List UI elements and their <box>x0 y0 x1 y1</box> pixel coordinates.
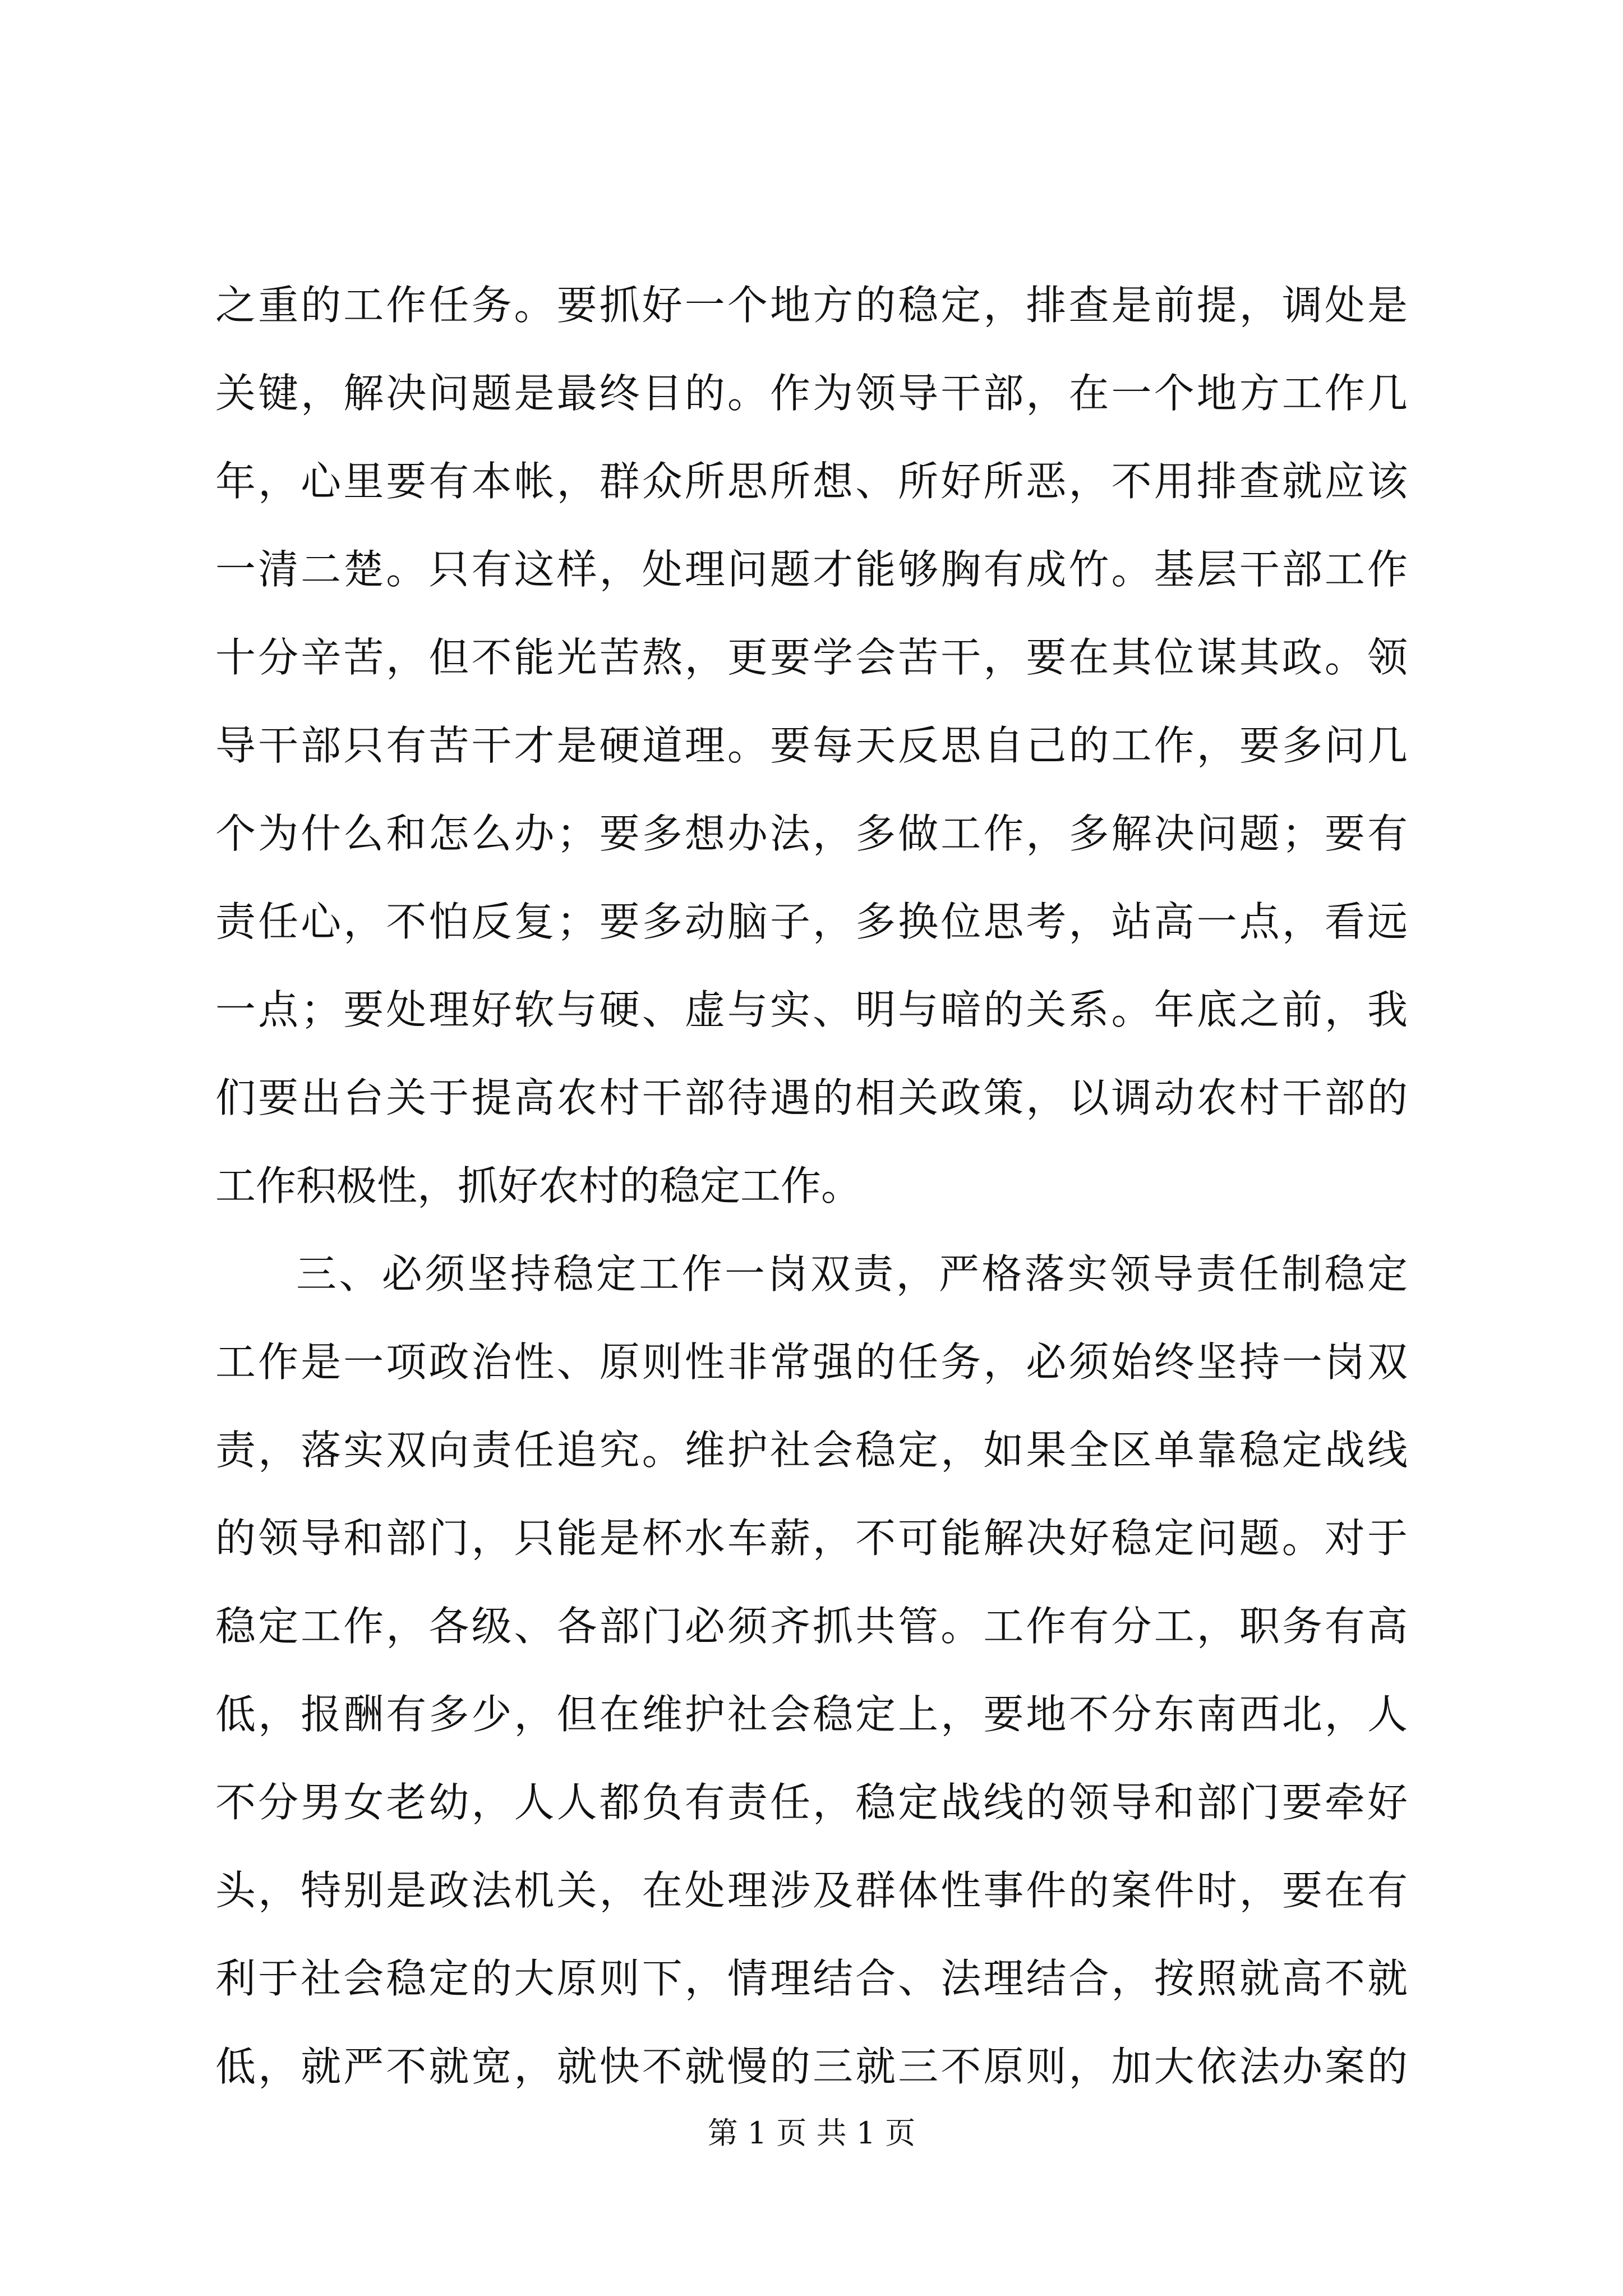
text-line-20: 利于社会稳定的大原则下，情理结合、法理结合，按照就高不就 <box>215 1955 1408 2002</box>
text-line-18: 不分男女老幼，人人都负有责任，稳定战线的领导和部门要牵好 <box>215 1779 1408 1826</box>
body-text <box>215 261 1408 2111</box>
text-line-3: 年，心里要有本帐，群众所思所想、所好所恶，不用排查就应该 <box>215 458 1408 505</box>
page-number-label: 第 1 页 共 1 页 <box>707 2115 916 2151</box>
text-line-8: 责任心，不怕反复；要多动脑子，多换位思考，站高一点，看远 <box>215 898 1408 945</box>
text-line-15: 的领导和部门，只能是杯水车薪，不可能解决好稳定问题。对于 <box>215 1515 1408 1562</box>
text-line-1: 之重的工作任务。要抓好一个地方的稳定，排查是前提，调处是 <box>215 282 1408 329</box>
text-line-5: 十分辛苦，但不能光苦熬，更要学会苦干，要在其位谋其政。领 <box>215 634 1408 681</box>
text-line-7: 个为什么和怎么办；要多想办法，多做工作，多解决问题；要有 <box>215 810 1408 857</box>
text-line-19: 头，特别是政法机关，在处理涉及群体性事件的案件时，要在有 <box>215 1867 1408 1914</box>
text-line-21: 低，就严不就宽，就快不就慢的三就三不原则，加大依法办案的 <box>215 2043 1408 2090</box>
page-footer <box>0 2114 1623 2153</box>
text-line-13: 工作是一项政治性、原则性非常强的任务，必须始终坚持一岗双 <box>215 1338 1408 1386</box>
text-line-11: 工作积极性，抓好农村的稳定工作。 <box>215 1162 862 1209</box>
section-heading-line: 三、必须坚持稳定工作一岗双责，严格落实领导责任制稳定 <box>296 1250 1408 1297</box>
text-line-2: 关键，解决问题是最终目的。作为领导干部，在一个地方工作几 <box>215 370 1408 417</box>
text-line-10: 们要出台关于提高农村干部待遇的相关政策，以调动农村干部的 <box>215 1074 1408 1121</box>
text-line-17: 低，报酬有多少，但在维护社会稳定上，要地不分东南西北，人 <box>215 1691 1408 1738</box>
text-line-6: 导干部只有苦干才是硬道理。要每天反思自己的工作，要多问几 <box>215 722 1408 769</box>
text-line-9: 一点；要处理好软与硬、虚与实、明与暗的关系。年底之前，我 <box>215 986 1408 1033</box>
text-line-4: 一清二楚。只有这样，处理问题才能够胸有成竹。基层干部工作 <box>215 546 1408 593</box>
text-line-14: 责，落实双向责任追究。维护社会稳定，如果全区单靠稳定战线 <box>215 1427 1408 1474</box>
text-line-16: 稳定工作，各级、各部门必须齐抓共管。工作有分工，职务有高 <box>215 1603 1408 1650</box>
